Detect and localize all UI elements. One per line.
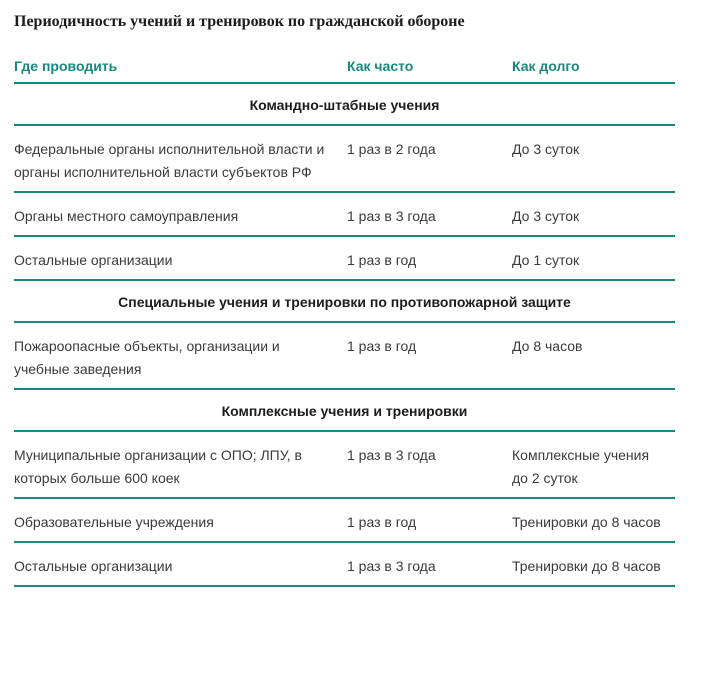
section-header-row <box>14 280 675 322</box>
cell-where: Федеральные органы исполнительной власти и органы исполнительной власти субъектов РФ <box>14 125 347 192</box>
cell-where: Образовательные учреждения <box>14 498 347 542</box>
cell-how-often: 1 раз в 3 года <box>347 542 512 586</box>
header-row <box>14 58 675 83</box>
table-row <box>14 125 675 192</box>
table-row <box>14 498 675 542</box>
column-header-how-often: Как часто <box>347 58 512 83</box>
cell-where: Органы местного самоуправления <box>14 192 347 236</box>
table-header <box>14 58 675 83</box>
cell-how-often: 1 раз в 3 года <box>347 192 512 236</box>
cell-how-long: До 1 суток <box>512 236 675 280</box>
page-title: Периодичность учений и тренировок по гражданской обороне <box>14 13 465 30</box>
section-title: Командно-штабные учения <box>14 83 675 125</box>
cell-where: Муниципальные организации с ОПО; ЛПУ, в которых больше 600 коек <box>14 431 347 498</box>
column-header-how-long: Как долго <box>512 58 675 83</box>
training-periodicity-table <box>14 58 675 587</box>
section-title: Комплексные учения и тренировки <box>14 389 675 431</box>
section-title: Специальные учения и тренировки по противопожарной защите <box>14 280 675 322</box>
table-row <box>14 236 675 280</box>
table-row <box>14 322 675 389</box>
section-header-row <box>14 389 675 431</box>
section-header-row <box>14 83 675 125</box>
table-body <box>14 83 675 586</box>
cell-how-long: Тренировки до 8 часов <box>512 542 675 586</box>
cell-how-often: 1 раз в 3 года <box>347 431 512 498</box>
cell-how-long: До 3 суток <box>512 125 675 192</box>
table-row <box>14 542 675 586</box>
cell-where: Пожароопасные объекты, организации и учебные заведения <box>14 322 347 389</box>
table-row <box>14 431 675 498</box>
cell-how-often: 1 раз в год <box>347 236 512 280</box>
cell-how-long: Комплексные учения до 2 суток <box>512 431 675 498</box>
column-header-where: Где проводить <box>14 58 347 83</box>
cell-how-long: Тренировки до 8 часов <box>512 498 675 542</box>
table-row <box>14 192 675 236</box>
cell-how-long: До 3 суток <box>512 192 675 236</box>
cell-how-long: До 8 часов <box>512 322 675 389</box>
cell-where: Остальные организации <box>14 542 347 586</box>
cell-how-often: 1 раз в 2 года <box>347 125 512 192</box>
cell-how-often: 1 раз в год <box>347 322 512 389</box>
cell-how-often: 1 раз в год <box>347 498 512 542</box>
cell-where: Остальные организации <box>14 236 347 280</box>
